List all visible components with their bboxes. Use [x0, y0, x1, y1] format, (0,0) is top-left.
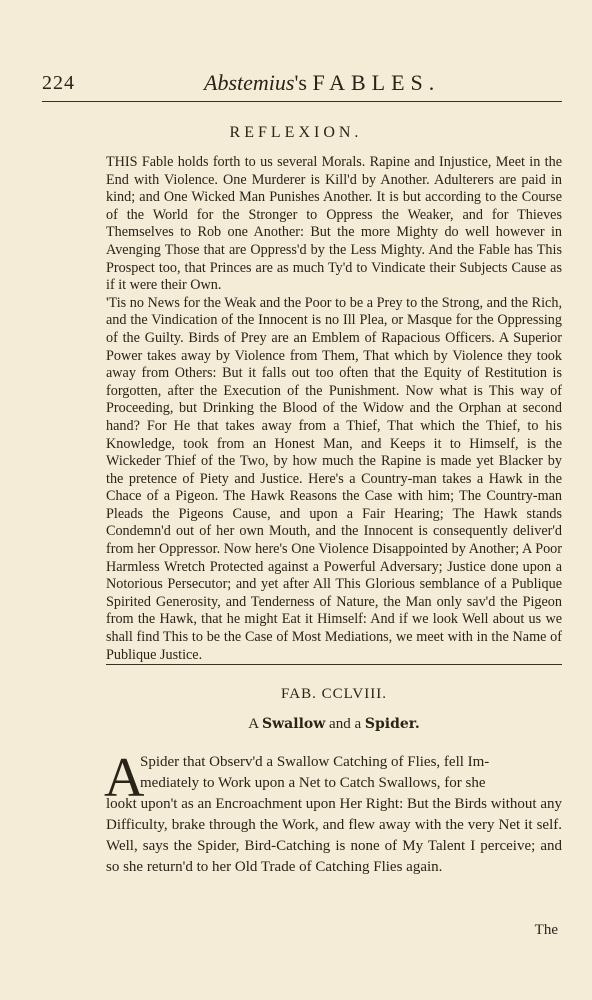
section-rule	[106, 664, 562, 665]
running-title	[204, 70, 440, 96]
running-fables: FABLES.	[312, 70, 441, 95]
fable-title-swallow: Swallow	[262, 716, 326, 732]
reflexion-text	[106, 154, 562, 664]
reflexion-paragraph-2: 'Tis no News for the Weak and the Poor to be a Prey to the Strong, and the Rich, and the Vindication of the Innocent is no Ill Plea, or Masque for the Oppressing of the Guilty. Birds of Prey are an Emblem of Rapacious Officers. A Superior Power takes away by Violence from Them, That which by Violence they took away from Others: But it falls out too often that the Equity of Restitution is forgotten, after the Execution of the Punishment. Now what is This way of Proceeding, but Drinking the Blood of the Widow and the Orphan at second hand? For He that takes away from a Thief, That which the Thief, to his Knowledge, took from an Honest Man, and Keeps it to Himself, is the Wickeder Thief of the Two, by how much the Rapine is made yet Blacker by the pretence of Piety and Justice. Here's a Country-man takes a Hawk in the Chace of a Pigeon. The Hawk Reasons the Case with him; The Country-man Pleads the Pigeons Cause, and upon a Fair Hearing; The Hawk stands Condemn'd out of her own Mouth, and the Innocent is consequently deliver'd from her Oppressor. Now here's One Violence Disappointed by Another; A Poor Harmless Wretch Protected against a Powerful Adversary; Justice done upon a Notorious Persecutor; and yet after All This Glorious semblance of a Publique Spirited Generosity, and Tenderness of Nature, the Man only sav'd the Pigeon from the Hawk, that he might Eat it Himself: And if we look Well about us we shall find This to be the Case of Most Mediations, we meet with in the Name of Publique Justice.	[106, 294, 562, 663]
fable-number: FAB. CCLVIII.	[281, 686, 387, 702]
fable-line-1: Spider that Observ'd a Swallow Catching of Flies, fell Im-	[140, 754, 490, 770]
fable-title-a: A	[248, 716, 259, 732]
running-header	[42, 70, 562, 98]
reflexion-heading: REFLEXION.	[229, 124, 363, 141]
header-rule	[42, 101, 562, 102]
running-author: Abstemius	[204, 70, 295, 95]
catchword: The	[534, 922, 558, 938]
reflexion-paragraph-1: THIS Fable holds forth to us several Morals. Rapine and Injustice, Meet in the End with Violence. One Murderer is Kill'd by Another. Adulterers are paid in kind; and One Wicked Man Punishes Another. It is but according to the Course of the World for the Stronger to Oppress the Weaker, and for Thieves Themselves to Rob one Another: But the more Mighty do well however in Avenging Those that are Oppress'd by the Less Mighty. And the Fable has This Prospect too, that Princes are as much Ty'd to Vindicate their Subjects Cause as if it were their Own.	[106, 154, 562, 294]
fable-line-2: mediately to Work upon a Net to Catch Swallows, for she	[140, 775, 486, 791]
fable-rest: lookt upon't as an Encroachment upon Her Right: But the Birds without any Difficulty, brake through the Work, and flew away with the very Net it self. Well, says the Spider, Bird-Catching is none of My Talent I perceive; and so she return'd to her Old Trade of Catching Flies again.	[106, 796, 562, 875]
fable-title-spider: Spider.	[364, 716, 420, 732]
fable-text	[104, 747, 562, 878]
drop-cap: A	[104, 747, 145, 809]
fable-title-and: and a	[329, 716, 362, 732]
fable-title	[106, 716, 562, 733]
page-number: 224	[42, 72, 75, 94]
running-author-suffix: 's	[294, 70, 307, 95]
